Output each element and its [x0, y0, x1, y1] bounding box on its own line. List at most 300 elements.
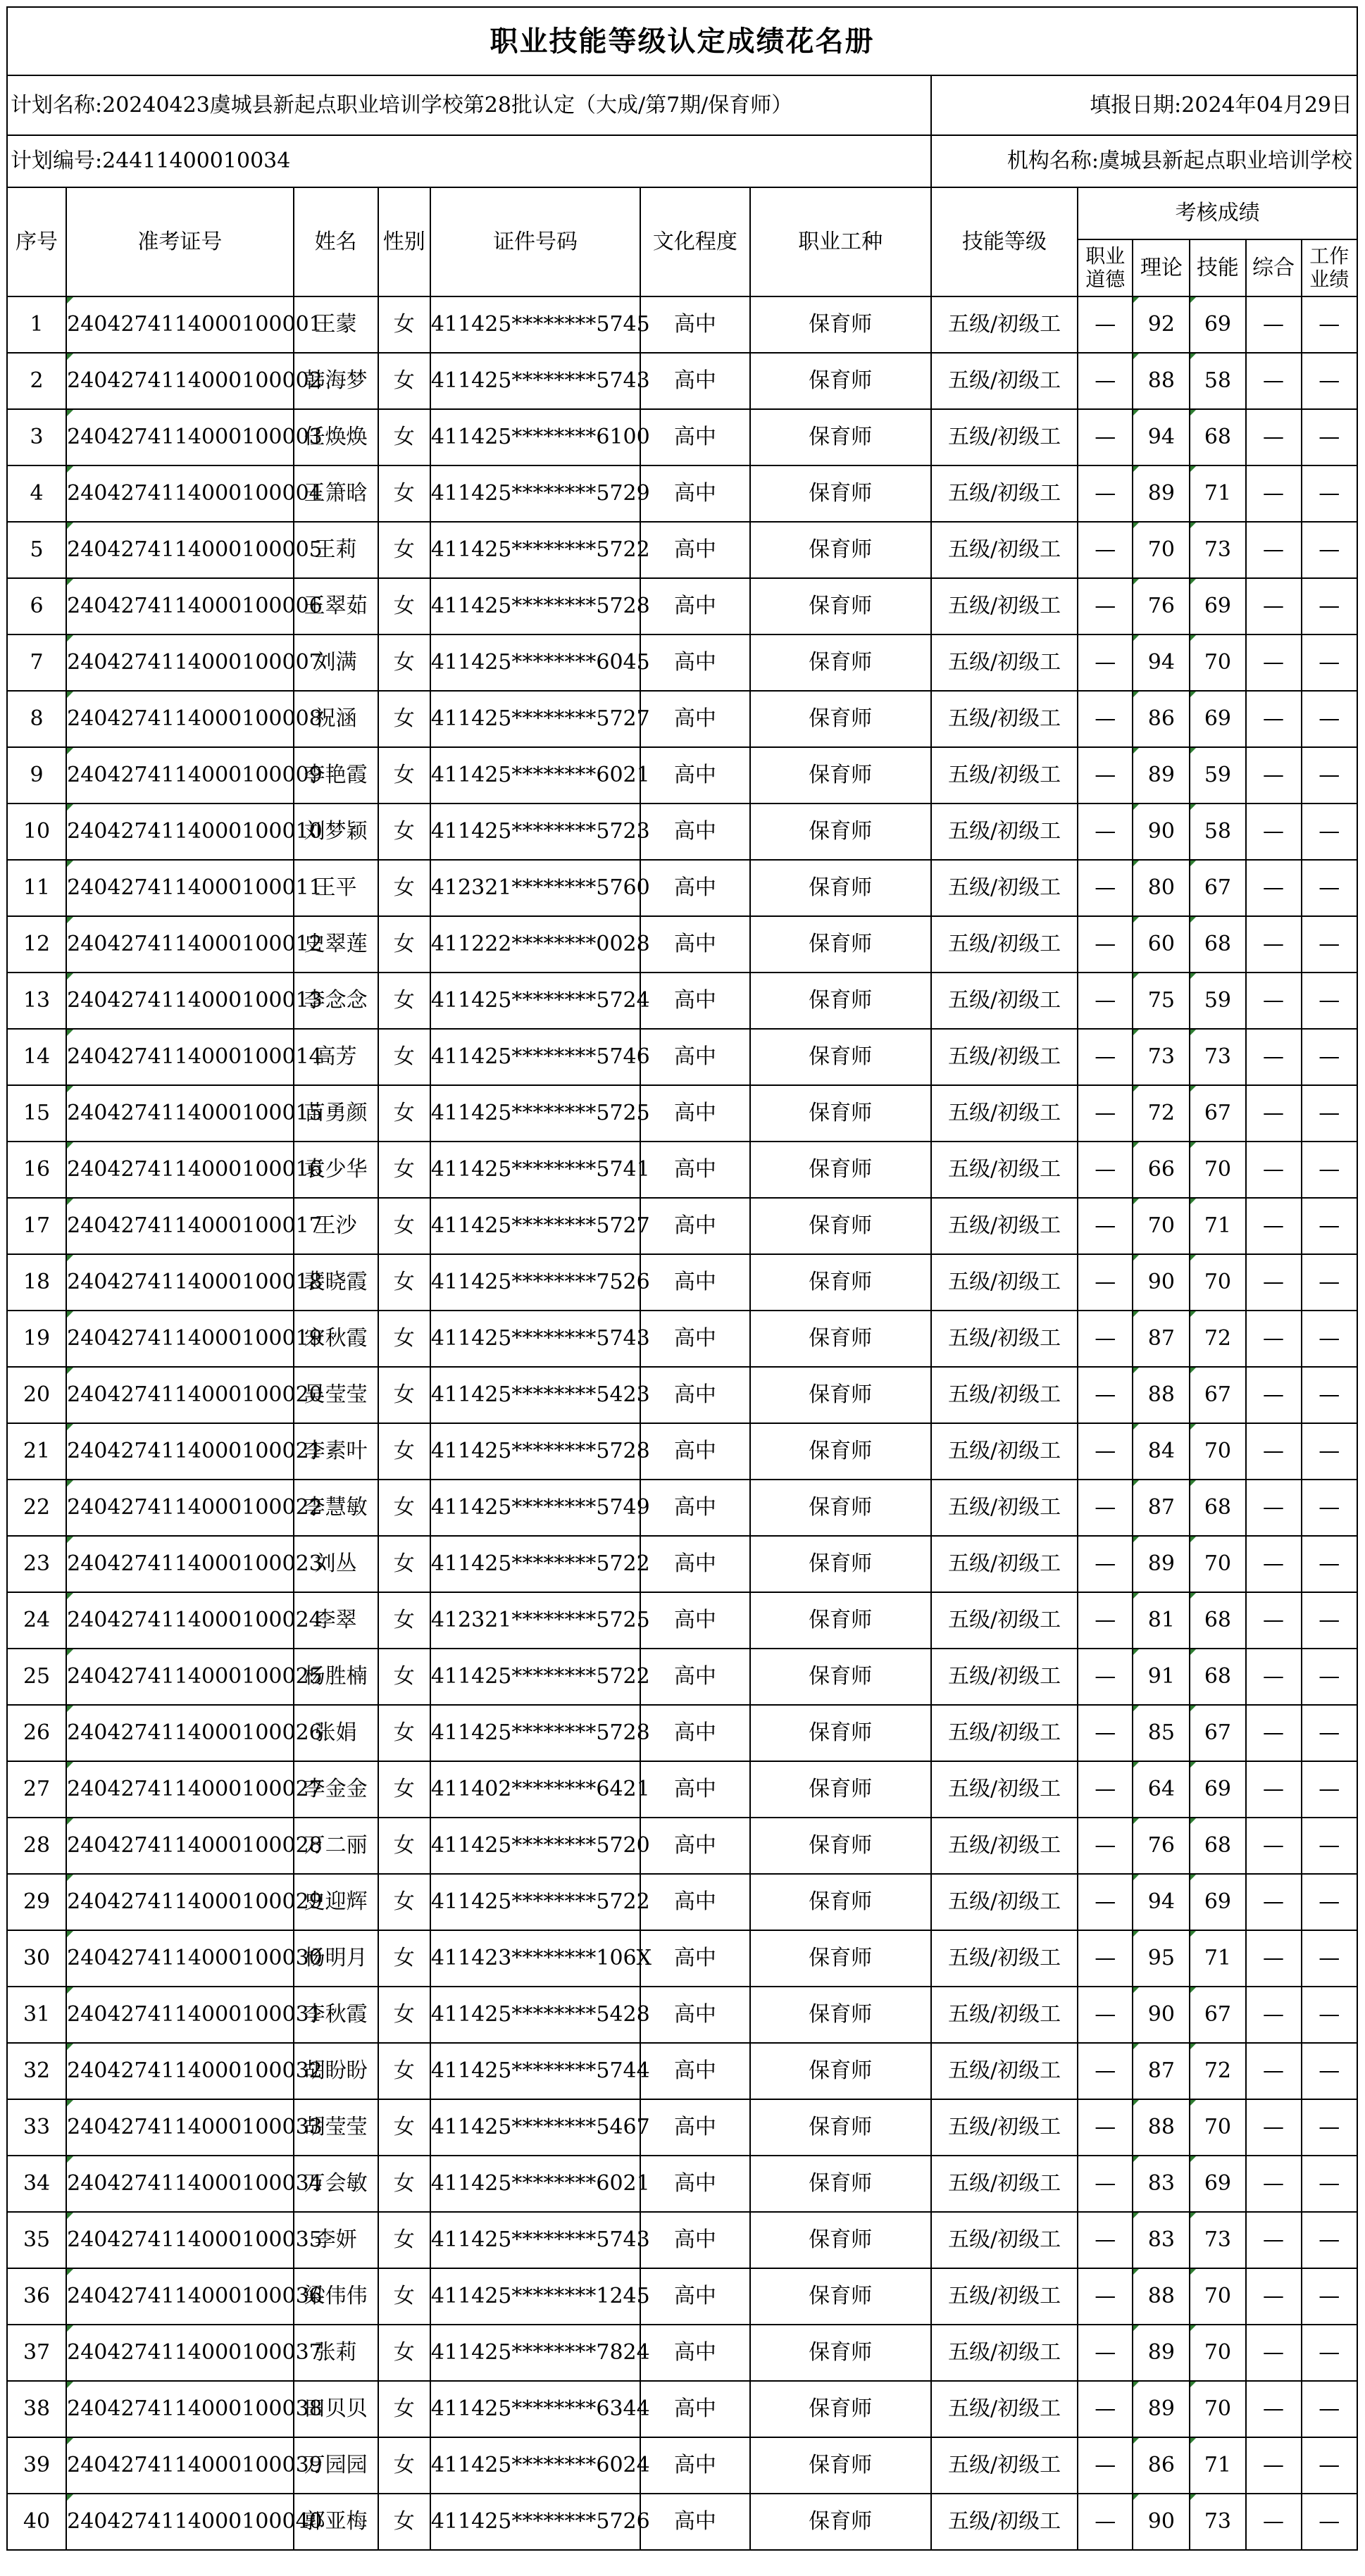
- cell-occupation: 保育师: [750, 804, 931, 860]
- cell-ethics: —: [1078, 2381, 1133, 2437]
- cell-skill-level: 五级/初级工: [931, 804, 1078, 860]
- cell-id-no: 411425********5724: [430, 973, 640, 1029]
- cell-education: 高中: [640, 2043, 749, 2099]
- cell-seq: 12: [7, 916, 66, 973]
- cell-gender: 女: [378, 691, 430, 747]
- cell-seq: 25: [7, 1649, 66, 1705]
- cell-name: 李金金: [294, 1761, 378, 1818]
- cell-comprehensive: —: [1246, 2268, 1302, 2325]
- cell-skill: 67: [1190, 1987, 1245, 2043]
- cell-id-no: 411425********5729: [430, 465, 640, 522]
- cell-gender: 女: [378, 2437, 430, 2494]
- cell-id-no: 411425********6024: [430, 2437, 640, 2494]
- cell-education: 高中: [640, 1311, 749, 1367]
- cell-education: 高中: [640, 1142, 749, 1198]
- cell-theory: 91: [1133, 1649, 1190, 1705]
- cell-skill: 69: [1190, 1761, 1245, 1818]
- table-row: [7, 2381, 1357, 2437]
- cell-seq: 37: [7, 2325, 66, 2381]
- table-row: [7, 1705, 1357, 1761]
- cell-name: 任焕焕: [294, 409, 378, 465]
- table-row: [7, 1761, 1357, 1818]
- cell-ethics: —: [1078, 1930, 1133, 1987]
- cell-skill: 59: [1190, 747, 1245, 804]
- cell-name: 王箫晗: [294, 465, 378, 522]
- cell-skill: 58: [1190, 804, 1245, 860]
- cell-education: 高中: [640, 1761, 749, 1818]
- cell-theory: 60: [1133, 916, 1190, 973]
- cell-education: 高中: [640, 1423, 749, 1480]
- cell-comprehensive: —: [1246, 973, 1302, 1029]
- cell-exam-no: 2404274114000100034: [66, 2156, 293, 2212]
- cell-comprehensive: —: [1246, 1705, 1302, 1761]
- cell-skill-level: 五级/初级工: [931, 578, 1078, 634]
- header-id-no: 证件号码: [430, 187, 640, 296]
- cell-skill: 73: [1190, 1029, 1245, 1085]
- header-comprehensive: 综合: [1246, 239, 1302, 296]
- cell-seq: 13: [7, 973, 66, 1029]
- cell-seq: 11: [7, 860, 66, 916]
- cell-seq: 4: [7, 465, 66, 522]
- cell-name: 李妍: [294, 2212, 378, 2268]
- cell-ethics: —: [1078, 1198, 1133, 1254]
- cell-name: 李念念: [294, 973, 378, 1029]
- cell-name: 史翠莲: [294, 916, 378, 973]
- page-title: 职业技能等级认定成绩花名册: [7, 7, 1357, 75]
- cell-skill: 68: [1190, 916, 1245, 973]
- cell-name: 李慧敏: [294, 1480, 378, 1536]
- cell-exam-no: 2404274114000100029: [66, 1874, 293, 1930]
- cell-name: 万会敏: [294, 2156, 378, 2212]
- cell-skill: 71: [1190, 1198, 1245, 1254]
- cell-performance: —: [1302, 1705, 1357, 1761]
- cell-ethics: —: [1078, 973, 1133, 1029]
- cell-occupation: 保育师: [750, 2043, 931, 2099]
- table-row: [7, 409, 1357, 465]
- cell-occupation: 保育师: [750, 916, 931, 973]
- cell-skill-level: 五级/初级工: [931, 1254, 1078, 1311]
- cell-skill: 73: [1190, 2212, 1245, 2268]
- cell-theory: 66: [1133, 1142, 1190, 1198]
- cell-performance: —: [1302, 2494, 1357, 2550]
- cell-comprehensive: —: [1246, 2043, 1302, 2099]
- cell-exam-no: 2404274114000100001: [66, 296, 293, 353]
- cell-gender: 女: [378, 296, 430, 353]
- cell-occupation: 保育师: [750, 578, 931, 634]
- cell-education: 高中: [640, 2212, 749, 2268]
- cell-id-no: 411425********5726: [430, 2494, 640, 2550]
- cell-name: 李素叶: [294, 1423, 378, 1480]
- cell-comprehensive: —: [1246, 2212, 1302, 2268]
- cell-occupation: 保育师: [750, 634, 931, 691]
- cell-performance: —: [1302, 1142, 1357, 1198]
- cell-performance: —: [1302, 409, 1357, 465]
- cell-occupation: 保育师: [750, 465, 931, 522]
- cell-exam-no: 2404274114000100035: [66, 2212, 293, 2268]
- cell-id-no: 411425********5722: [430, 1874, 640, 1930]
- cell-gender: 女: [378, 1085, 430, 1142]
- table-row: [7, 296, 1357, 353]
- cell-id-no: 411425********5743: [430, 1311, 640, 1367]
- cell-gender: 女: [378, 1649, 430, 1705]
- cell-exam-no: 2404274114000100017: [66, 1198, 293, 1254]
- cell-education: 高中: [640, 1480, 749, 1536]
- cell-exam-no: 2404274114000100004: [66, 465, 293, 522]
- table-row: [7, 860, 1357, 916]
- cell-education: 高中: [640, 1705, 749, 1761]
- cell-name: 苗勇颜: [294, 1085, 378, 1142]
- cell-ethics: —: [1078, 1761, 1133, 1818]
- cell-theory: 64: [1133, 1761, 1190, 1818]
- cell-exam-no: 2404274114000100019: [66, 1311, 293, 1367]
- cell-education: 高中: [640, 2099, 749, 2156]
- cell-skill-level: 五级/初级工: [931, 353, 1078, 409]
- cell-name: 祝涵: [294, 691, 378, 747]
- org-name-label: 机构名称:: [1006, 149, 1099, 173]
- cell-performance: —: [1302, 522, 1357, 578]
- cell-performance: —: [1302, 1085, 1357, 1142]
- header-ethics: 职业道德: [1078, 239, 1133, 296]
- cell-occupation: 保育师: [750, 2212, 931, 2268]
- cell-name: 万二丽: [294, 1818, 378, 1874]
- table-row: [7, 1367, 1357, 1423]
- cell-theory: 88: [1133, 1367, 1190, 1423]
- cell-education: 高中: [640, 409, 749, 465]
- cell-id-no: 411425********5467: [430, 2099, 640, 2156]
- cell-id-no: 411425********5728: [430, 1705, 640, 1761]
- cell-occupation: 保育师: [750, 1029, 931, 1085]
- cell-theory: 95: [1133, 1930, 1190, 1987]
- cell-id-no: 411425********7824: [430, 2325, 640, 2381]
- cell-skill-level: 五级/初级工: [931, 1705, 1078, 1761]
- header-skill: 技能: [1190, 239, 1245, 296]
- cell-comprehensive: —: [1246, 409, 1302, 465]
- table-row: [7, 1142, 1357, 1198]
- header-gender: 性别: [378, 187, 430, 296]
- cell-skill: 70: [1190, 1423, 1245, 1480]
- cell-education: 高中: [640, 1367, 749, 1423]
- cell-id-no: 411425********5744: [430, 2043, 640, 2099]
- cell-performance: —: [1302, 353, 1357, 409]
- cell-education: 高中: [640, 1254, 749, 1311]
- cell-name: 袁少华: [294, 1142, 378, 1198]
- cell-id-no: 411425********5745: [430, 296, 640, 353]
- cell-performance: —: [1302, 296, 1357, 353]
- cell-skill: 68: [1190, 1592, 1245, 1649]
- cell-occupation: 保育师: [750, 860, 931, 916]
- header-skill-level: 技能等级: [931, 187, 1078, 296]
- cell-seq: 2: [7, 353, 66, 409]
- cell-name: 张莉: [294, 2325, 378, 2381]
- cell-skill-level: 五级/初级工: [931, 2494, 1078, 2550]
- table-row: [7, 1874, 1357, 1930]
- cell-occupation: 保育师: [750, 2156, 931, 2212]
- cell-name: 韩海梦: [294, 353, 378, 409]
- fill-date-value: 2024年04月29日: [1181, 92, 1352, 118]
- cell-comprehensive: —: [1246, 916, 1302, 973]
- cell-performance: —: [1302, 1987, 1357, 2043]
- cell-exam-no: 2404274114000100023: [66, 1536, 293, 1592]
- cell-id-no: 411425********5728: [430, 1423, 640, 1480]
- cell-id-no: 411425********5428: [430, 1987, 640, 2043]
- cell-gender: 女: [378, 1367, 430, 1423]
- cell-ethics: —: [1078, 1874, 1133, 1930]
- cell-name: 史迎辉: [294, 1874, 378, 1930]
- cell-comprehensive: —: [1246, 1423, 1302, 1480]
- cell-comprehensive: —: [1246, 522, 1302, 578]
- cell-theory: 81: [1133, 1592, 1190, 1649]
- cell-exam-no: 2404274114000100022: [66, 1480, 293, 1536]
- cell-theory: 84: [1133, 1423, 1190, 1480]
- cell-id-no: 411425********6021: [430, 747, 640, 804]
- cell-skill-level: 五级/初级工: [931, 1142, 1078, 1198]
- cell-theory: 76: [1133, 578, 1190, 634]
- cell-skill-level: 五级/初级工: [931, 2043, 1078, 2099]
- cell-comprehensive: —: [1246, 634, 1302, 691]
- table-row: [7, 1198, 1357, 1254]
- cell-theory: 94: [1133, 409, 1190, 465]
- cell-gender: 女: [378, 1987, 430, 2043]
- cell-skill-level: 五级/初级工: [931, 1367, 1078, 1423]
- cell-seq: 36: [7, 2268, 66, 2325]
- cell-skill-level: 五级/初级工: [931, 522, 1078, 578]
- cell-comprehensive: —: [1246, 2381, 1302, 2437]
- header-theory: 理论: [1133, 239, 1190, 296]
- cell-skill: 67: [1190, 1085, 1245, 1142]
- cell-seq: 33: [7, 2099, 66, 2156]
- cell-performance: —: [1302, 1198, 1357, 1254]
- cell-exam-no: 2404274114000100006: [66, 578, 293, 634]
- cell-skill-level: 五级/初级工: [931, 1198, 1078, 1254]
- cell-gender: 女: [378, 465, 430, 522]
- cell-performance: —: [1302, 1818, 1357, 1874]
- table-row: [7, 634, 1357, 691]
- cell-exam-no: 2404274114000100038: [66, 2381, 293, 2437]
- cell-education: 高中: [640, 2494, 749, 2550]
- cell-exam-no: 2404274114000100011: [66, 860, 293, 916]
- cell-occupation: 保育师: [750, 2437, 931, 2494]
- cell-performance: —: [1302, 2437, 1357, 2494]
- cell-theory: 88: [1133, 2099, 1190, 2156]
- cell-exam-no: 2404274114000100018: [66, 1254, 293, 1311]
- fill-date-cell: [931, 75, 1357, 135]
- cell-name: 万园园: [294, 2437, 378, 2494]
- cell-name: 高芳: [294, 1029, 378, 1085]
- cell-performance: —: [1302, 860, 1357, 916]
- cell-exam-no: 2404274114000100010: [66, 804, 293, 860]
- cell-occupation: 保育师: [750, 973, 931, 1029]
- cell-skill-level: 五级/初级工: [931, 1987, 1078, 2043]
- cell-theory: 87: [1133, 1480, 1190, 1536]
- cell-name: 王翠茹: [294, 578, 378, 634]
- cell-education: 高中: [640, 973, 749, 1029]
- cell-occupation: 保育师: [750, 1874, 931, 1930]
- cell-performance: —: [1302, 2212, 1357, 2268]
- cell-skill-level: 五级/初级工: [931, 296, 1078, 353]
- cell-comprehensive: —: [1246, 296, 1302, 353]
- cell-skill: 73: [1190, 522, 1245, 578]
- cell-ethics: —: [1078, 1987, 1133, 2043]
- cell-education: 高中: [640, 1649, 749, 1705]
- cell-gender: 女: [378, 1142, 430, 1198]
- cell-comprehensive: —: [1246, 860, 1302, 916]
- cell-gender: 女: [378, 2043, 430, 2099]
- cell-id-no: 411425********5743: [430, 2212, 640, 2268]
- cell-performance: —: [1302, 691, 1357, 747]
- cell-education: 高中: [640, 691, 749, 747]
- cell-exam-no: 2404274114000100012: [66, 916, 293, 973]
- cell-theory: 85: [1133, 1705, 1190, 1761]
- cell-name: 李秋霞: [294, 1987, 378, 2043]
- cell-occupation: 保育师: [750, 2494, 931, 2550]
- cell-theory: 86: [1133, 2437, 1190, 2494]
- cell-name: 胡盼盼: [294, 2043, 378, 2099]
- cell-performance: —: [1302, 1761, 1357, 1818]
- cell-skill: 72: [1190, 2043, 1245, 2099]
- cell-comprehensive: —: [1246, 2494, 1302, 2550]
- cell-occupation: 保育师: [750, 296, 931, 353]
- cell-skill: 69: [1190, 578, 1245, 634]
- cell-occupation: 保育师: [750, 1142, 931, 1198]
- cell-ethics: —: [1078, 522, 1133, 578]
- cell-id-no: 411425********5720: [430, 1818, 640, 1874]
- table-row: [7, 465, 1357, 522]
- score-roster-table: [6, 6, 1358, 2551]
- table-row: [7, 691, 1357, 747]
- cell-name: 王沙: [294, 1198, 378, 1254]
- cell-gender: 女: [378, 747, 430, 804]
- cell-education: 高中: [640, 747, 749, 804]
- cell-gender: 女: [378, 1536, 430, 1592]
- cell-seq: 17: [7, 1198, 66, 1254]
- cell-ethics: —: [1078, 2156, 1133, 2212]
- cell-gender: 女: [378, 1818, 430, 1874]
- cell-performance: —: [1302, 1423, 1357, 1480]
- cell-id-no: 411425********5722: [430, 1536, 640, 1592]
- cell-skill: 70: [1190, 2099, 1245, 2156]
- cell-skill-level: 五级/初级工: [931, 2325, 1078, 2381]
- cell-comprehensive: —: [1246, 2156, 1302, 2212]
- cell-skill-level: 五级/初级工: [931, 2437, 1078, 2494]
- cell-exam-no: 2404274114000100021: [66, 1423, 293, 1480]
- cell-theory: 94: [1133, 634, 1190, 691]
- cell-ethics: —: [1078, 2212, 1133, 2268]
- cell-exam-no: 2404274114000100031: [66, 1987, 293, 2043]
- cell-seq: 27: [7, 1761, 66, 1818]
- cell-ethics: —: [1078, 1480, 1133, 1536]
- cell-seq: 21: [7, 1423, 66, 1480]
- cell-gender: 女: [378, 1761, 430, 1818]
- header-exam-no: 准考证号: [66, 187, 293, 296]
- cell-skill: 68: [1190, 1649, 1245, 1705]
- cell-seq: 6: [7, 578, 66, 634]
- cell-education: 高中: [640, 1029, 749, 1085]
- cell-gender: 女: [378, 522, 430, 578]
- cell-theory: 94: [1133, 1874, 1190, 1930]
- cell-performance: —: [1302, 2043, 1357, 2099]
- cell-skill-level: 五级/初级工: [931, 409, 1078, 465]
- cell-occupation: 保育师: [750, 1930, 931, 1987]
- fill-date-label: 填报日期:: [1090, 92, 1182, 118]
- cell-skill: 68: [1190, 1818, 1245, 1874]
- cell-seq: 34: [7, 2156, 66, 2212]
- cell-seq: 19: [7, 1311, 66, 1367]
- cell-id-no: 411425********5722: [430, 1649, 640, 1705]
- cell-comprehensive: —: [1246, 1029, 1302, 1085]
- cell-ethics: —: [1078, 1536, 1133, 1592]
- cell-seq: 15: [7, 1085, 66, 1142]
- cell-ethics: —: [1078, 2043, 1133, 2099]
- cell-theory: 83: [1133, 2156, 1190, 2212]
- cell-education: 高中: [640, 578, 749, 634]
- cell-skill: 68: [1190, 1480, 1245, 1536]
- cell-occupation: 保育师: [750, 1198, 931, 1254]
- cell-skill: 73: [1190, 2494, 1245, 2550]
- cell-gender: 女: [378, 1705, 430, 1761]
- cell-id-no: 411425********5746: [430, 1029, 640, 1085]
- cell-id-no: 411425********5741: [430, 1142, 640, 1198]
- cell-name: 刘丛: [294, 1536, 378, 1592]
- cell-name: 梁伟伟: [294, 2268, 378, 2325]
- score-roster-sheet: [6, 6, 1358, 2571]
- table-row: [7, 1311, 1357, 1367]
- cell-ethics: —: [1078, 1367, 1133, 1423]
- cell-skill-level: 五级/初级工: [931, 1930, 1078, 1987]
- cell-skill: 72: [1190, 1311, 1245, 1367]
- cell-education: 高中: [640, 2325, 749, 2381]
- cell-skill: 71: [1190, 2437, 1245, 2494]
- table-row: [7, 1254, 1357, 1311]
- cell-theory: 89: [1133, 465, 1190, 522]
- table-row: [7, 916, 1357, 973]
- table-row: [7, 2156, 1357, 2212]
- cell-occupation: 保育师: [750, 1536, 931, 1592]
- table-row: [7, 2043, 1357, 2099]
- cell-id-no: 411425********5722: [430, 522, 640, 578]
- cell-comprehensive: —: [1246, 578, 1302, 634]
- table-row: [7, 578, 1357, 634]
- cell-theory: 75: [1133, 973, 1190, 1029]
- cell-skill-level: 五级/初级工: [931, 973, 1078, 1029]
- cell-theory: 72: [1133, 1085, 1190, 1142]
- cell-occupation: 保育师: [750, 1761, 931, 1818]
- cell-ethics: —: [1078, 1818, 1133, 1874]
- cell-performance: —: [1302, 1536, 1357, 1592]
- cell-skill-level: 五级/初级工: [931, 747, 1078, 804]
- cell-comprehensive: —: [1246, 804, 1302, 860]
- cell-comprehensive: —: [1246, 1536, 1302, 1592]
- cell-exam-no: 2404274114000100002: [66, 353, 293, 409]
- cell-performance: —: [1302, 1254, 1357, 1311]
- cell-performance: —: [1302, 1592, 1357, 1649]
- cell-id-no: 411425********5728: [430, 578, 640, 634]
- cell-gender: 女: [378, 1592, 430, 1649]
- cell-skill-level: 五级/初级工: [931, 1311, 1078, 1367]
- cell-ethics: —: [1078, 860, 1133, 916]
- cell-occupation: 保育师: [750, 353, 931, 409]
- cell-skill: 70: [1190, 2325, 1245, 2381]
- cell-seq: 5: [7, 522, 66, 578]
- cell-education: 高中: [640, 1592, 749, 1649]
- cell-skill: 58: [1190, 353, 1245, 409]
- cell-skill-level: 五级/初级工: [931, 2381, 1078, 2437]
- cell-id-no: 411425********5727: [430, 1198, 640, 1254]
- cell-gender: 女: [378, 1930, 430, 1987]
- cell-ethics: —: [1078, 1705, 1133, 1761]
- cell-ethics: —: [1078, 1142, 1133, 1198]
- table-row: [7, 1029, 1357, 1085]
- cell-education: 高中: [640, 296, 749, 353]
